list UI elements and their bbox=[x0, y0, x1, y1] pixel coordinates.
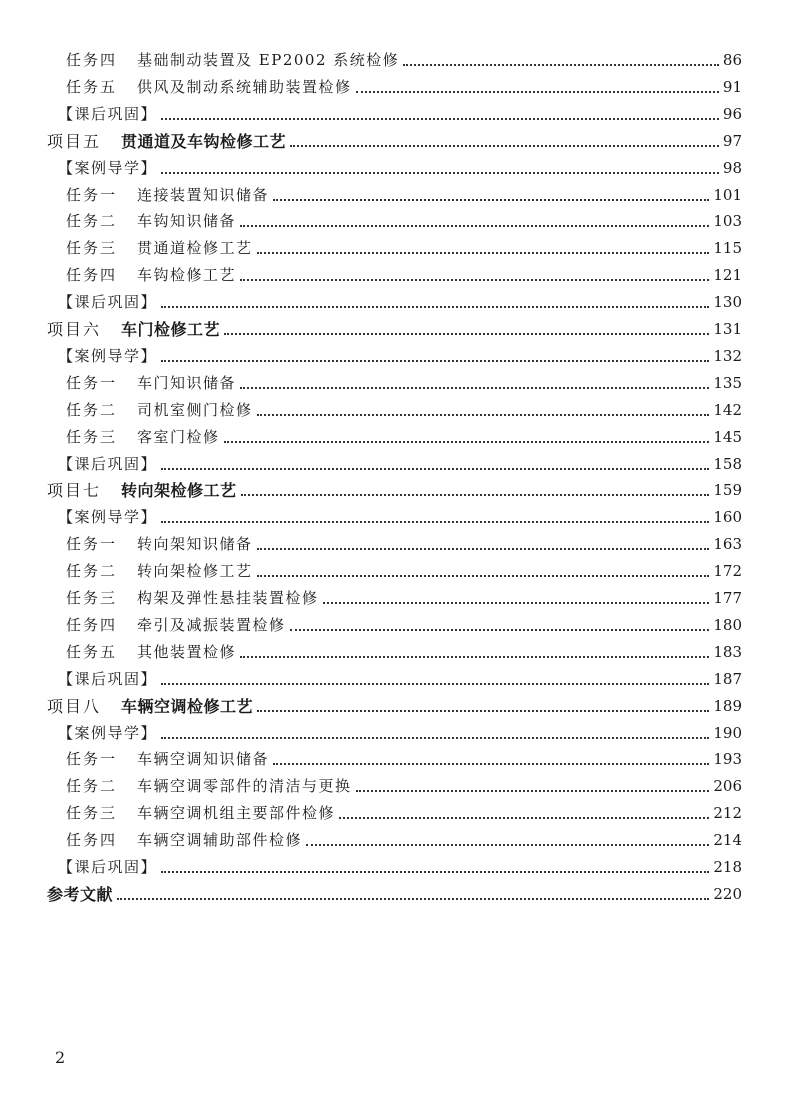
toc-entry-title: 车辆空调零部件的清洁与更换 bbox=[137, 777, 352, 796]
toc-entry-sub[interactable] bbox=[66, 531, 742, 558]
toc-entry-number: 项目八 bbox=[47, 696, 102, 716]
toc-entry-page: 96 bbox=[722, 104, 742, 123]
toc-entry-page: 193 bbox=[713, 750, 742, 769]
toc-entry-page: 132 bbox=[713, 346, 742, 365]
toc-entry-sub[interactable] bbox=[66, 827, 742, 854]
toc-entry-sub[interactable] bbox=[66, 612, 742, 639]
toc-entry-title: 其他装置检修 bbox=[137, 642, 237, 661]
toc-entry-page: 218 bbox=[713, 858, 742, 876]
toc-entry-title: 车辆空调检修工艺 bbox=[121, 696, 254, 716]
toc-entry-number: 任务四 bbox=[66, 51, 118, 69]
toc-entry-title: 转向架检修工艺 bbox=[137, 562, 253, 581]
dot-leader bbox=[161, 870, 709, 873]
toc-entry-page: 220 bbox=[713, 884, 742, 903]
toc-entry-sub[interactable] bbox=[66, 74, 742, 101]
toc-entry-page: 130 bbox=[713, 293, 742, 312]
dot-leader bbox=[339, 816, 709, 819]
dot-leader bbox=[306, 843, 709, 846]
toc-entry-page: 97 bbox=[722, 131, 742, 150]
toc-entry-title: 车钩知识储备 bbox=[137, 212, 237, 231]
toc-entry-title: 【课后巩固】 bbox=[58, 454, 158, 473]
toc-entry-sub[interactable] bbox=[66, 585, 742, 612]
toc-entry-title: 司机室侧门检修 bbox=[137, 400, 253, 419]
toc-entry-number: 项目七 bbox=[47, 481, 102, 501]
toc-entry-page: 159 bbox=[713, 481, 742, 500]
toc-entry-title: 车辆空调机组主要部件检修 bbox=[137, 804, 336, 823]
dot-leader bbox=[257, 709, 709, 712]
toc-entry-title: 供风及制动系统辅助装置检修 bbox=[137, 77, 352, 96]
toc-entry-number: 任务四 bbox=[66, 266, 118, 285]
toc-entry-title: 基础制动装置及 EP2002 系统检修 bbox=[137, 51, 400, 69]
toc-entry-bracket[interactable] bbox=[58, 720, 742, 747]
toc-entry-page: 91 bbox=[722, 77, 742, 96]
page-number: 2 bbox=[55, 1048, 66, 1067]
toc-entry-proj[interactable] bbox=[47, 128, 742, 155]
toc-entry-page: 177 bbox=[713, 589, 742, 607]
toc-entry-number: 任务四 bbox=[66, 615, 118, 634]
dot-leader bbox=[240, 386, 709, 389]
toc-entry-title: 构架及弹性悬挂装置检修 bbox=[137, 589, 319, 607]
dot-leader bbox=[356, 90, 719, 93]
toc-entry-title: 参考文献 bbox=[47, 884, 114, 904]
toc-entry-title: 【案例导学】 bbox=[58, 723, 158, 742]
toc-entry-sub[interactable] bbox=[66, 639, 742, 666]
toc-entry-title: 贯通道检修工艺 bbox=[137, 239, 253, 258]
dot-leader bbox=[273, 762, 709, 765]
toc-entry-number: 任务一 bbox=[66, 185, 118, 204]
toc-entry-title: 车辆空调辅助部件检修 bbox=[137, 831, 303, 850]
toc-entry-number: 任务三 bbox=[66, 804, 118, 823]
toc-entry-title: 车门检修工艺 bbox=[121, 320, 221, 339]
dot-leader bbox=[161, 171, 719, 174]
toc-entry-title: 客室门检修 bbox=[137, 427, 220, 446]
toc-entry-bracket[interactable] bbox=[58, 854, 742, 881]
toc-entry-page: 135 bbox=[713, 373, 742, 392]
toc-entry-bracket[interactable] bbox=[58, 343, 742, 370]
toc-entry-sub[interactable] bbox=[66, 397, 742, 424]
toc-entry-page: 212 bbox=[713, 804, 742, 823]
dot-leader bbox=[290, 144, 719, 147]
toc-entry-number: 任务二 bbox=[66, 212, 118, 231]
toc-entry-page: 158 bbox=[713, 454, 742, 473]
toc-entry-number: 项目五 bbox=[47, 131, 102, 151]
toc-entry-title: 【案例导学】 bbox=[58, 346, 158, 365]
dot-leader bbox=[117, 897, 709, 900]
toc-entry-page: 180 bbox=[713, 615, 742, 634]
toc-entry-number: 任务三 bbox=[66, 239, 118, 258]
dot-leader bbox=[224, 440, 710, 443]
toc-entry-sub[interactable] bbox=[66, 47, 742, 74]
toc-entry-number: 任务一 bbox=[66, 373, 118, 392]
dot-leader bbox=[241, 493, 710, 496]
toc-entry-page: 121 bbox=[713, 266, 742, 285]
dot-leader bbox=[161, 520, 709, 523]
toc-entry-page: 101 bbox=[713, 185, 742, 204]
toc-entry-proj[interactable] bbox=[47, 477, 742, 504]
toc-entry-number: 任务五 bbox=[66, 77, 118, 96]
toc-entry-sub[interactable] bbox=[66, 262, 742, 289]
dot-leader bbox=[323, 601, 710, 604]
toc-entry-number: 任务一 bbox=[66, 750, 118, 769]
toc-entry-bracket[interactable] bbox=[58, 101, 742, 128]
toc-entry-sub[interactable] bbox=[66, 746, 742, 773]
toc-entry-number: 任务三 bbox=[66, 589, 118, 607]
dot-leader bbox=[224, 332, 709, 335]
toc-entry-title: 贯通道及车钩检修工艺 bbox=[121, 131, 287, 151]
toc-entry-title: 转向架知识储备 bbox=[137, 535, 253, 554]
toc-entry-page: 160 bbox=[713, 508, 742, 527]
dot-leader bbox=[161, 305, 709, 308]
toc-entry-page: 183 bbox=[713, 642, 742, 661]
toc-entry-sub[interactable] bbox=[66, 424, 742, 451]
toc-entry-page: 98 bbox=[722, 158, 742, 177]
toc-entry-bracket[interactable] bbox=[58, 504, 742, 531]
dot-leader bbox=[257, 251, 710, 254]
dot-leader bbox=[290, 628, 710, 631]
toc-entry-number: 任务四 bbox=[66, 831, 118, 850]
dot-leader bbox=[161, 467, 709, 470]
dot-leader bbox=[240, 224, 709, 227]
toc-entry-page: 172 bbox=[713, 562, 742, 581]
dot-leader bbox=[240, 278, 709, 281]
toc-entry-title: 车钩检修工艺 bbox=[137, 266, 237, 285]
dot-leader bbox=[257, 413, 710, 416]
toc-entry-page: 189 bbox=[713, 696, 742, 715]
toc-entry-sub[interactable] bbox=[66, 773, 742, 800]
toc-entry-page: 163 bbox=[713, 535, 742, 554]
toc-entry-number: 任务一 bbox=[66, 535, 118, 554]
toc-entry-title: 【案例导学】 bbox=[58, 158, 158, 177]
toc-entry-page: 214 bbox=[713, 831, 742, 850]
toc-entry-sub[interactable] bbox=[66, 182, 742, 209]
toc-entry-proj[interactable] bbox=[47, 316, 742, 343]
toc-entry-bracket[interactable] bbox=[58, 666, 742, 693]
toc-entry-bracket[interactable] bbox=[58, 155, 742, 182]
dot-leader bbox=[403, 63, 719, 66]
toc-entry-page: 131 bbox=[713, 320, 742, 338]
dot-leader bbox=[161, 359, 709, 362]
toc-entry-number: 任务二 bbox=[66, 562, 118, 581]
toc-entry-number: 任务五 bbox=[66, 642, 118, 661]
toc-entry-page: 145 bbox=[713, 427, 742, 446]
dot-leader bbox=[257, 547, 710, 550]
dot-leader bbox=[273, 198, 709, 201]
toc-entry-proj[interactable] bbox=[47, 693, 742, 720]
toc-entry-title: 【课后巩固】 bbox=[58, 858, 158, 876]
dot-leader bbox=[240, 655, 709, 658]
toc-entry-page: 206 bbox=[713, 777, 742, 796]
toc-entry-page: 103 bbox=[713, 212, 742, 231]
toc-entry-title: 牵引及减振装置检修 bbox=[137, 615, 286, 634]
toc-entry-title: 【课后巩固】 bbox=[58, 104, 158, 123]
toc-entry-sub[interactable] bbox=[66, 558, 742, 585]
toc-entry-bracket[interactable] bbox=[58, 451, 742, 478]
toc-entry-number: 项目六 bbox=[47, 320, 102, 339]
dot-leader bbox=[257, 574, 710, 577]
toc-entry-page: 86 bbox=[722, 51, 742, 69]
toc-entry-title: 转向架检修工艺 bbox=[121, 481, 237, 501]
toc-entry-sub[interactable] bbox=[66, 235, 742, 262]
toc-entry-sub[interactable] bbox=[66, 370, 742, 397]
dot-leader bbox=[161, 117, 719, 120]
toc-entry-sub[interactable] bbox=[66, 208, 742, 235]
toc-entry-title: 【课后巩固】 bbox=[58, 293, 158, 312]
toc-entry-page: 142 bbox=[713, 400, 742, 419]
toc-entry-title: 车辆空调知识储备 bbox=[137, 750, 270, 769]
toc-entry-title: 车门知识储备 bbox=[137, 373, 237, 392]
toc-entry-page: 187 bbox=[713, 669, 742, 688]
toc-entry-title: 【课后巩固】 bbox=[58, 669, 158, 688]
dot-leader bbox=[161, 736, 709, 739]
toc-entry-bracket[interactable] bbox=[58, 289, 742, 316]
toc-entry-page: 115 bbox=[713, 239, 742, 258]
dot-leader bbox=[356, 789, 710, 792]
toc-entry-proj[interactable] bbox=[47, 881, 742, 908]
toc-entry-number: 任务二 bbox=[66, 777, 118, 796]
dot-leader bbox=[161, 682, 709, 685]
toc-entry-number: 任务三 bbox=[66, 427, 118, 446]
toc-entry-sub[interactable] bbox=[66, 800, 742, 827]
toc-entry-title: 连接装置知识储备 bbox=[137, 185, 270, 204]
toc-entry-page: 190 bbox=[713, 723, 742, 742]
toc-entry-number: 任务二 bbox=[66, 400, 118, 419]
toc-entry-title: 【案例导学】 bbox=[58, 508, 158, 527]
